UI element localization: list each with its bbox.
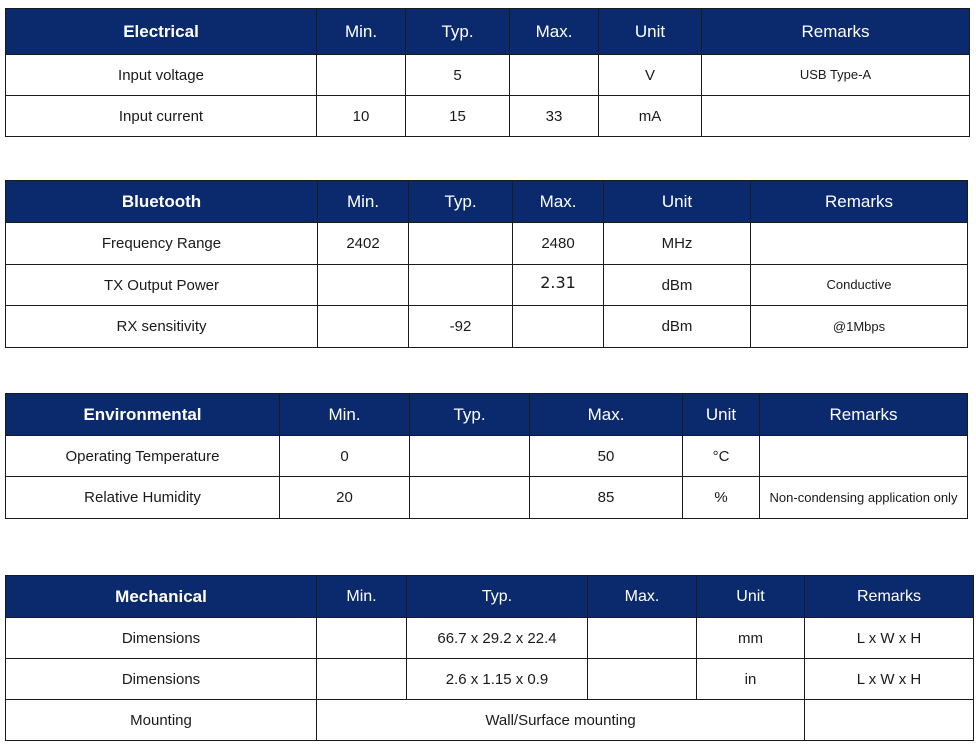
min-cell: 10 [317,96,406,137]
remark-cell: L x W x H [805,659,974,700]
typ-cell [410,477,530,519]
table-row [6,618,974,659]
table-row [6,700,974,741]
remark-cell: USB Type-A [702,55,970,96]
typ-cell: 2.6 x 1.15 x 0.9 [407,659,588,700]
table-header-row [6,576,974,618]
remark-cell [760,436,968,477]
remark-cell: @1Mbps [751,306,968,348]
environmental-table [5,393,968,519]
unit-cell: MHz [604,223,751,265]
max-cell: 85 [530,477,683,519]
header-unit: Unit [697,576,805,618]
remark-cell: L x W x H [805,618,974,659]
max-cell: 2480 [513,223,604,265]
unit-cell: dBm [604,265,751,306]
param-cell: Frequency Range [6,223,318,265]
header-remarks: Remarks [751,181,968,223]
min-cell [318,306,409,348]
unit-cell: dBm [604,306,751,348]
header-mechanical: Mechanical [6,576,317,618]
max-value: 2.31 [540,272,576,292]
table-header-row [6,394,968,436]
unit-cell: mm [697,618,805,659]
mechanical-table [5,575,974,741]
header-min: Min. [317,9,406,55]
min-cell: 20 [280,477,410,519]
remark-cell [751,223,968,265]
max-cell: 50 [530,436,683,477]
typ-cell [409,265,513,306]
table-header-row [6,181,968,223]
max-cell [513,306,604,348]
min-cell: 2402 [318,223,409,265]
param-cell: Input current [6,96,317,137]
unit-cell: in [697,659,805,700]
header-max: Max. [530,394,683,436]
min-cell [317,659,407,700]
header-typ: Typ. [409,181,513,223]
param-cell: Operating Temperature [6,436,280,477]
header-typ: Typ. [406,9,510,55]
header-bluetooth: Bluetooth [6,181,318,223]
unit-cell: % [683,477,760,519]
header-min: Min. [280,394,410,436]
remark-cell: Non-condensing application only [760,477,968,519]
min-cell [317,55,406,96]
table-row [6,55,970,96]
max-cell: 33 [510,96,599,137]
header-electrical: Electrical [6,9,317,55]
header-max: Max. [513,181,604,223]
min-cell [317,618,407,659]
table-row [6,659,974,700]
header-unit: Unit [683,394,760,436]
header-remarks: Remarks [702,9,970,55]
bluetooth-table [5,180,968,348]
header-min: Min. [317,576,407,618]
min-cell: 0 [280,436,410,477]
header-unit: Unit [604,181,751,223]
remark-cell [702,96,970,137]
typ-cell: 5 [406,55,510,96]
header-unit: Unit [599,9,702,55]
header-max: Max. [510,9,599,55]
min-cell [318,265,409,306]
param-cell: Dimensions [6,618,317,659]
typ-cell: 66.7 x 29.2 x 22.4 [407,618,588,659]
max-cell [510,55,599,96]
table-header-row [6,9,970,55]
header-remarks: Remarks [760,394,968,436]
typ-cell [409,223,513,265]
header-remarks: Remarks [805,576,974,618]
header-environmental: Environmental [6,394,280,436]
unit-cell: mA [599,96,702,137]
mounting-value-cell: Wall/Surface mounting [317,700,805,741]
typ-cell: 15 [406,96,510,137]
max-cell [513,265,604,306]
param-cell: RX sensitivity [6,306,318,348]
param-cell: Dimensions [6,659,317,700]
header-max: Max. [588,576,697,618]
electrical-table [5,8,970,137]
remark-cell [805,700,974,741]
header-typ: Typ. [410,394,530,436]
header-typ: Typ. [407,576,588,618]
typ-cell: -92 [409,306,513,348]
table-row [6,265,968,306]
table-row [6,477,968,519]
param-cell: Input voltage [6,55,317,96]
param-cell: Relative Humidity [6,477,280,519]
table-row [6,223,968,265]
table-row [6,436,968,477]
table-row [6,306,968,348]
unit-cell: V [599,55,702,96]
param-cell: TX Output Power [6,265,318,306]
max-cell [588,659,697,700]
header-min: Min. [318,181,409,223]
param-cell: Mounting [6,700,317,741]
typ-cell [410,436,530,477]
max-cell [588,618,697,659]
table-row [6,96,970,137]
remark-cell: Conductive [751,265,968,306]
unit-cell: °C [683,436,760,477]
